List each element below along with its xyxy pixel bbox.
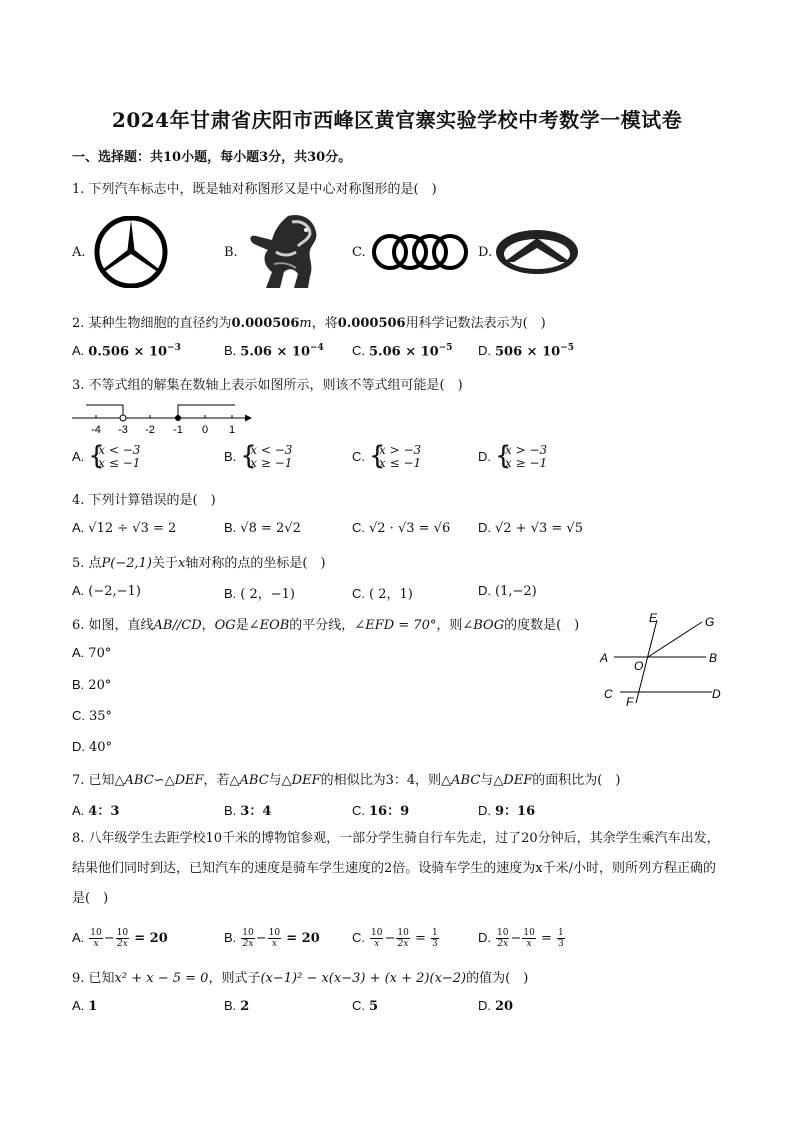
option-value: 70° bbox=[88, 646, 112, 661]
q6-stem-part: 的度数是( ) bbox=[504, 618, 580, 633]
q6-math: ∠BOG bbox=[462, 618, 505, 633]
system-line: x ≥ −1 bbox=[505, 456, 548, 470]
open-point bbox=[120, 415, 126, 421]
q8-option-a: A. $\frac{10}{x}$ − $\frac{10}{2x}$ = 20 bbox=[72, 928, 168, 949]
q6-stem-part: 是 bbox=[235, 618, 249, 633]
system-line: x > −3 bbox=[505, 443, 548, 457]
q5-option-d bbox=[478, 583, 537, 599]
q9-math: (x−1)² − x(x−3) + (x + 2)(x−2) bbox=[260, 971, 467, 986]
q9-stem-part: 的值为( ) bbox=[466, 971, 529, 986]
option-label: B. bbox=[224, 520, 237, 535]
option-label: B. bbox=[72, 677, 85, 692]
q5-option-c bbox=[352, 583, 413, 602]
number-line-figure bbox=[70, 398, 255, 438]
q5-axis: x bbox=[178, 556, 186, 571]
option-label: D. bbox=[478, 803, 491, 818]
option-label: D. bbox=[478, 930, 491, 945]
option-value: 20 bbox=[495, 999, 514, 1014]
q2-option-d bbox=[478, 343, 574, 359]
option-label: B. bbox=[224, 998, 237, 1013]
option-value: 9：16 bbox=[495, 804, 536, 819]
q8-option-d: D. $\frac{10}{2x}$ − $\frac{10}{x}$ = $\frac{1}{3}$ bbox=[478, 928, 564, 949]
q7-stem-part: 的相似比为3：4，则 bbox=[320, 773, 442, 788]
frac-denominator: 3 bbox=[431, 939, 438, 949]
q7-stem-part: ，若 bbox=[203, 773, 230, 788]
tick-label: -4 bbox=[91, 424, 101, 436]
option-label: D. bbox=[478, 448, 491, 464]
option-rhs: = 20 bbox=[134, 931, 168, 946]
question-5-stem bbox=[72, 552, 326, 571]
option-value: 40° bbox=[89, 740, 113, 755]
point-label-b: B bbox=[709, 651, 718, 665]
frac-numerator: 10 bbox=[523, 928, 535, 938]
option-value: 506 × 10 bbox=[495, 344, 561, 360]
question-9-stem bbox=[72, 967, 528, 986]
q9-option-a bbox=[72, 998, 97, 1014]
q6-option-d bbox=[72, 739, 112, 755]
frac-numerator: 10 bbox=[268, 928, 281, 938]
q2-stem-part: 2. 某种生物细胞的直径约为 bbox=[72, 316, 232, 331]
q7-math: △ABC bbox=[441, 773, 481, 788]
frac-denominator: 2x bbox=[242, 939, 254, 949]
option-value: 4：3 bbox=[88, 804, 120, 819]
q4-option-a bbox=[72, 520, 176, 536]
q4-option-b bbox=[224, 520, 301, 536]
option-label: A. bbox=[72, 520, 85, 535]
option-value: 2 bbox=[240, 999, 250, 1014]
frac-numerator: 1 bbox=[557, 928, 564, 938]
q7-option-b bbox=[224, 800, 271, 819]
option-value: 1 bbox=[88, 999, 98, 1014]
option-value: √12 ÷ √3 = 2 bbox=[88, 521, 177, 536]
q3-option-d: D. { x > −3 x ≥ −1 bbox=[478, 441, 548, 471]
option-label: C. bbox=[352, 803, 365, 818]
option-value: 16：9 bbox=[369, 804, 410, 819]
q5-stem-part: 轴对称的点的坐标是( ) bbox=[185, 556, 326, 571]
frac-numerator: 10 bbox=[371, 928, 383, 938]
q5-point: P(−2,1) bbox=[101, 556, 153, 571]
q5-option-b bbox=[224, 583, 295, 602]
q9-stem-part: 9. 已知 bbox=[72, 971, 115, 986]
q7-option-d bbox=[478, 800, 535, 819]
system-line: x ≤ −1 bbox=[98, 456, 141, 470]
option-label: A. bbox=[72, 998, 85, 1013]
q9-math: x² + x − 5 = 0 bbox=[114, 971, 209, 986]
option-label: D. bbox=[478, 343, 491, 359]
option-exponent: −5 bbox=[438, 343, 453, 353]
q2-stem-number: 0.000506 bbox=[337, 316, 406, 331]
frac-denominator: x bbox=[374, 939, 380, 949]
option-value: ( 2，−1) bbox=[240, 587, 296, 602]
option-label: D. bbox=[478, 998, 491, 1013]
page-title: 2024年甘肃省庆阳市西峰区黄官寨实验学校中考数学一模试卷 bbox=[111, 108, 683, 132]
q1-option-c-label: C. bbox=[352, 245, 366, 260]
frac-numerator: 10 bbox=[397, 928, 409, 938]
option-label: A. bbox=[72, 930, 85, 945]
option-label: D. bbox=[478, 583, 491, 598]
q2-stem-number: 0.000506 bbox=[231, 316, 300, 331]
option-value: √2 · √3 = √6 bbox=[369, 521, 451, 536]
q5-option-a bbox=[72, 583, 141, 599]
q6-math: OG bbox=[214, 618, 236, 633]
system-line: x < −3 bbox=[98, 443, 141, 457]
option-label: C. bbox=[352, 586, 365, 601]
q1-option-a-label: A. bbox=[72, 245, 86, 260]
frac-numerator: 10 bbox=[90, 928, 102, 938]
point-label-f: F bbox=[626, 695, 634, 709]
point-label-a: A bbox=[600, 651, 609, 665]
question-4-stem: 4. 下列计算错误的是( ) bbox=[72, 493, 216, 508]
q3-option-a: A. { x < −3 x ≤ −1 bbox=[72, 441, 141, 471]
option-exponent: −4 bbox=[310, 343, 324, 353]
frac-denominator: 2x bbox=[397, 939, 409, 949]
option-label: C. bbox=[352, 343, 365, 359]
option-value: 5.06 × 10 bbox=[240, 344, 310, 360]
option-value: ( 2，1) bbox=[369, 587, 413, 602]
q9-option-c bbox=[352, 998, 378, 1014]
frac-numerator: 1 bbox=[431, 928, 438, 938]
question-8-stem: 8. 八年级学生去距学校10千米的博物馆参观，一部分学生骑自行车先走，过了20分钟后，其余学生乘汽车出发，结果他们同时到达，已知汽车的速度是骑车学生速度的2倍。设骑车学生的速度为x千米/小时，则所列方程正确的是( ) bbox=[72, 831, 720, 906]
question-7-stem bbox=[72, 769, 620, 788]
tick-label: -3 bbox=[118, 424, 128, 436]
option-label: B. bbox=[224, 930, 237, 945]
closed-point bbox=[175, 415, 181, 421]
option-label: A. bbox=[72, 343, 85, 359]
option-value: 5.06 × 10 bbox=[369, 344, 439, 360]
option-value: 3：4 bbox=[240, 804, 272, 819]
point-label-g: G bbox=[705, 615, 715, 629]
point-label-d: D bbox=[712, 687, 721, 701]
q9-option-d bbox=[478, 998, 513, 1014]
option-label: C. bbox=[352, 520, 365, 535]
option-exponent: −5 bbox=[560, 343, 574, 353]
frac-denominator: 3 bbox=[557, 939, 564, 949]
option-rhs: = 20 bbox=[286, 931, 320, 946]
q6-stem-part: ，则 bbox=[436, 618, 463, 633]
option-value: √8 = 2√2 bbox=[240, 521, 301, 536]
option-exponent: −3 bbox=[167, 343, 181, 353]
question-6-stem bbox=[72, 614, 579, 633]
frac-denominator: 2x bbox=[497, 939, 509, 949]
q3-option-b: B. { x < −3 x ≥ −1 bbox=[224, 441, 293, 471]
tick-label: 0 bbox=[201, 424, 209, 436]
q7-stem-part: 与 bbox=[268, 773, 282, 788]
q2-stem-part: ，将 bbox=[311, 316, 338, 331]
q1-option-d-label: D. bbox=[478, 245, 493, 260]
frac-numerator: 10 bbox=[497, 928, 509, 938]
q8-option-b: B. $\frac{10}{2x}$ − $\frac{10}{x}$ = 20 bbox=[224, 928, 320, 949]
q6-math: ∠EOB bbox=[248, 618, 290, 633]
q7-option-c bbox=[352, 800, 409, 819]
q2-stem-part: 用科学记数法表示为( ) bbox=[405, 316, 546, 331]
q6-stem-part: ， bbox=[201, 618, 215, 633]
option-label: A. bbox=[72, 583, 85, 598]
option-label: C. bbox=[352, 448, 365, 464]
system-line: x ≥ −1 bbox=[250, 456, 293, 470]
frac-numerator: 10 bbox=[242, 928, 254, 938]
q6-stem-part: 6. 如图，直线 bbox=[72, 618, 154, 633]
audi-rings-logo-icon bbox=[370, 232, 470, 272]
system-line: x > −3 bbox=[379, 443, 422, 457]
option-value: 20° bbox=[88, 678, 112, 693]
option-label: C. bbox=[72, 708, 85, 723]
frac-denominator: x bbox=[93, 939, 99, 949]
point-label-c: C bbox=[604, 687, 613, 701]
q1-option-b-label: B. bbox=[224, 245, 238, 260]
mercedes-logo-icon bbox=[92, 216, 170, 288]
option-label: B. bbox=[224, 803, 237, 818]
tick-label: -1 bbox=[173, 424, 183, 436]
q2-option-b bbox=[224, 343, 324, 359]
q2-stem-unit: m bbox=[299, 316, 312, 331]
q6-option-b bbox=[72, 677, 111, 693]
q6-stem-part: 的平分线， bbox=[289, 618, 355, 633]
q8-option-c: C. $\frac{10}{x}$ − $\frac{10}{2x}$ = $\frac{1}{3}$ bbox=[352, 928, 438, 949]
peugeot-lion-logo-icon bbox=[244, 210, 326, 292]
option-label: A. bbox=[72, 448, 85, 464]
q4-option-c bbox=[352, 520, 450, 536]
option-value: (−2,−1) bbox=[88, 584, 141, 599]
q5-stem-part: 关于 bbox=[152, 556, 179, 571]
q3-option-c: C. { x > −3 x ≤ −1 bbox=[352, 441, 422, 471]
q9-stem-part: ，则式子 bbox=[208, 971, 261, 986]
option-label: A. bbox=[72, 803, 85, 818]
q7-stem-part: 的面积比为( ) bbox=[532, 773, 621, 788]
option-label: B. bbox=[224, 448, 237, 464]
q6-option-c bbox=[72, 708, 112, 724]
q7-math: △ABC bbox=[229, 773, 269, 788]
q6-math: AB//CD bbox=[153, 618, 202, 633]
tick-label: -2 bbox=[145, 424, 155, 436]
q7-math: △DEF bbox=[281, 773, 321, 788]
frac-denominator: x bbox=[526, 939, 532, 949]
infiniti-logo-icon bbox=[494, 228, 580, 276]
q7-math: △DEF bbox=[493, 773, 533, 788]
option-value: (1,−2) bbox=[495, 584, 537, 599]
frac-denominator: 2x bbox=[116, 939, 128, 949]
option-value: √2 + √3 = √5 bbox=[495, 521, 583, 536]
q6-option-a bbox=[72, 645, 111, 661]
option-label: C. bbox=[352, 930, 365, 945]
option-label: C. bbox=[352, 998, 365, 1013]
option-value: 0.506 × 10 bbox=[88, 344, 168, 360]
system-line: x < −3 bbox=[250, 443, 293, 457]
option-value: 35° bbox=[89, 709, 113, 724]
q2-option-a bbox=[72, 343, 181, 359]
parallel-lines-figure bbox=[596, 610, 726, 712]
q5-stem-part: 5. 点 bbox=[72, 556, 102, 571]
frac-denominator: x bbox=[271, 939, 277, 949]
tick-label: 1 bbox=[228, 424, 236, 436]
q7-stem-part: 与 bbox=[480, 773, 494, 788]
frac-numerator: 10 bbox=[116, 928, 129, 938]
q7-option-a bbox=[72, 800, 119, 819]
option-label: D. bbox=[478, 520, 491, 535]
option-label: D. bbox=[72, 739, 85, 754]
q7-math: △ABC∽△DEF bbox=[114, 773, 204, 788]
system-line: x ≤ −1 bbox=[379, 456, 422, 470]
option-value: 5 bbox=[369, 999, 379, 1014]
point-label-o: O bbox=[634, 659, 644, 673]
q4-option-d bbox=[478, 520, 583, 536]
q6-math: ∠EFD = 70° bbox=[354, 618, 437, 633]
option-label: B. bbox=[224, 586, 237, 601]
q7-stem-part: 7. 已知 bbox=[72, 773, 115, 788]
option-label: A. bbox=[72, 645, 85, 660]
point-label-e: E bbox=[649, 611, 658, 625]
option-label: B. bbox=[224, 343, 237, 359]
section-heading: 一、选择题：共10小题，每小题3分，共30分。 bbox=[72, 150, 352, 165]
question-1-stem: 1. 下列汽车标志中，既是轴对称图形又是中心对称图形的是( ) bbox=[72, 182, 437, 197]
q9-option-b bbox=[224, 998, 249, 1014]
q2-option-c bbox=[352, 343, 453, 359]
question-2-stem bbox=[72, 312, 546, 331]
question-3-stem: 3. 不等式组的解集在数轴上表示如图所示，则该不等式组可能是( ) bbox=[72, 378, 463, 393]
